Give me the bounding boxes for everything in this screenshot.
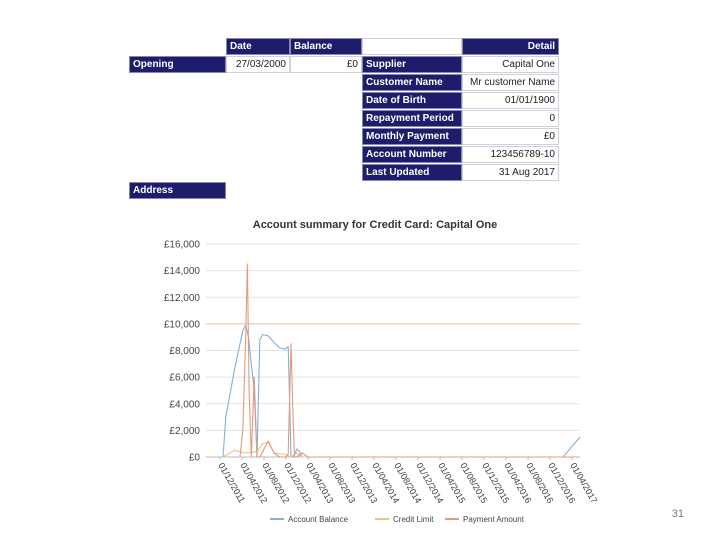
legend-label: Credit Limit <box>393 515 434 524</box>
detail-row-label: Repayment Period <box>362 110 462 127</box>
balance-header: Balance <box>290 38 362 55</box>
detail-row-value: Mr customer Name <box>462 74 559 91</box>
opening-balance: £0 <box>290 56 362 73</box>
y-tick-label: £4,000 <box>169 399 200 411</box>
detail-row-value: 0 <box>462 110 559 127</box>
x-tick-label: 01/04/2014 <box>370 461 402 506</box>
y-tick-label: £8,000 <box>169 346 200 357</box>
account-summary-chart <box>140 210 600 530</box>
series-line-account-balance <box>223 325 580 457</box>
y-tick-label: £14,000 <box>163 266 200 278</box>
date-header: Date <box>226 38 290 55</box>
blank-header-cell <box>362 38 462 55</box>
y-tick-label: £16,000 <box>163 239 200 251</box>
x-tick-label: 01/04/2017 <box>568 461 600 506</box>
x-tick-label: 01/04/2012 <box>238 461 270 506</box>
detail-row-label: Date of Birth <box>362 92 462 109</box>
y-tick-label: £12,000 <box>163 292 200 304</box>
detail-row-value: 123456789-10 <box>462 146 559 163</box>
y-tick-label: £0 <box>188 452 200 464</box>
x-tick-label: 01/08/2015 <box>458 461 490 506</box>
y-tick-label: £10,000 <box>163 319 200 331</box>
page-number: 31 <box>671 508 684 520</box>
legend-label: Account Balance <box>288 515 349 524</box>
x-tick-label: 01/08/2013 <box>326 461 358 506</box>
x-tick-label: 01/08/2014 <box>392 461 424 506</box>
x-tick-label: 01/12/2014 <box>414 461 446 506</box>
detail-row-value: Capital One <box>462 56 559 73</box>
detail-header: Detail <box>462 38 559 55</box>
detail-row-value: 01/01/1900 <box>462 92 559 109</box>
detail-row-label: Customer Name <box>362 74 462 91</box>
address-label: Address <box>129 182 226 199</box>
legend-label: Payment Amount <box>463 515 524 524</box>
x-tick-label: 01/12/2016 <box>546 461 578 506</box>
x-tick-label: 01/08/2016 <box>524 461 556 506</box>
x-tick-label: 01/08/2012 <box>260 461 292 506</box>
series-line-payment-amount <box>240 264 580 457</box>
x-tick-label: 01/12/2012 <box>282 461 314 506</box>
x-tick-label: 01/12/2015 <box>480 461 512 506</box>
chart-title: Account summary for Credit Card: Capital One <box>252 219 498 231</box>
y-tick-label: £6,000 <box>169 372 200 384</box>
x-tick-label: 01/04/2013 <box>304 461 336 506</box>
detail-row-label: Last Updated <box>362 164 462 181</box>
opening-date: 27/03/2000 <box>226 56 290 73</box>
detail-row-label: Supplier <box>362 56 462 73</box>
y-tick-label: £2,000 <box>169 425 200 437</box>
x-tick-label: 01/12/2011 <box>216 461 248 505</box>
x-tick-label: 01/04/2016 <box>502 461 534 506</box>
detail-row-value: £0 <box>462 128 559 145</box>
detail-row-value: 31 Aug 2017 <box>462 164 559 181</box>
opening-label: Opening <box>129 56 226 73</box>
detail-row-label: Account Number <box>362 146 462 163</box>
x-tick-label: 01/12/2013 <box>348 461 380 506</box>
x-tick-label: 01/04/2015 <box>436 461 468 506</box>
detail-row-label: Monthly Payment <box>362 128 462 145</box>
